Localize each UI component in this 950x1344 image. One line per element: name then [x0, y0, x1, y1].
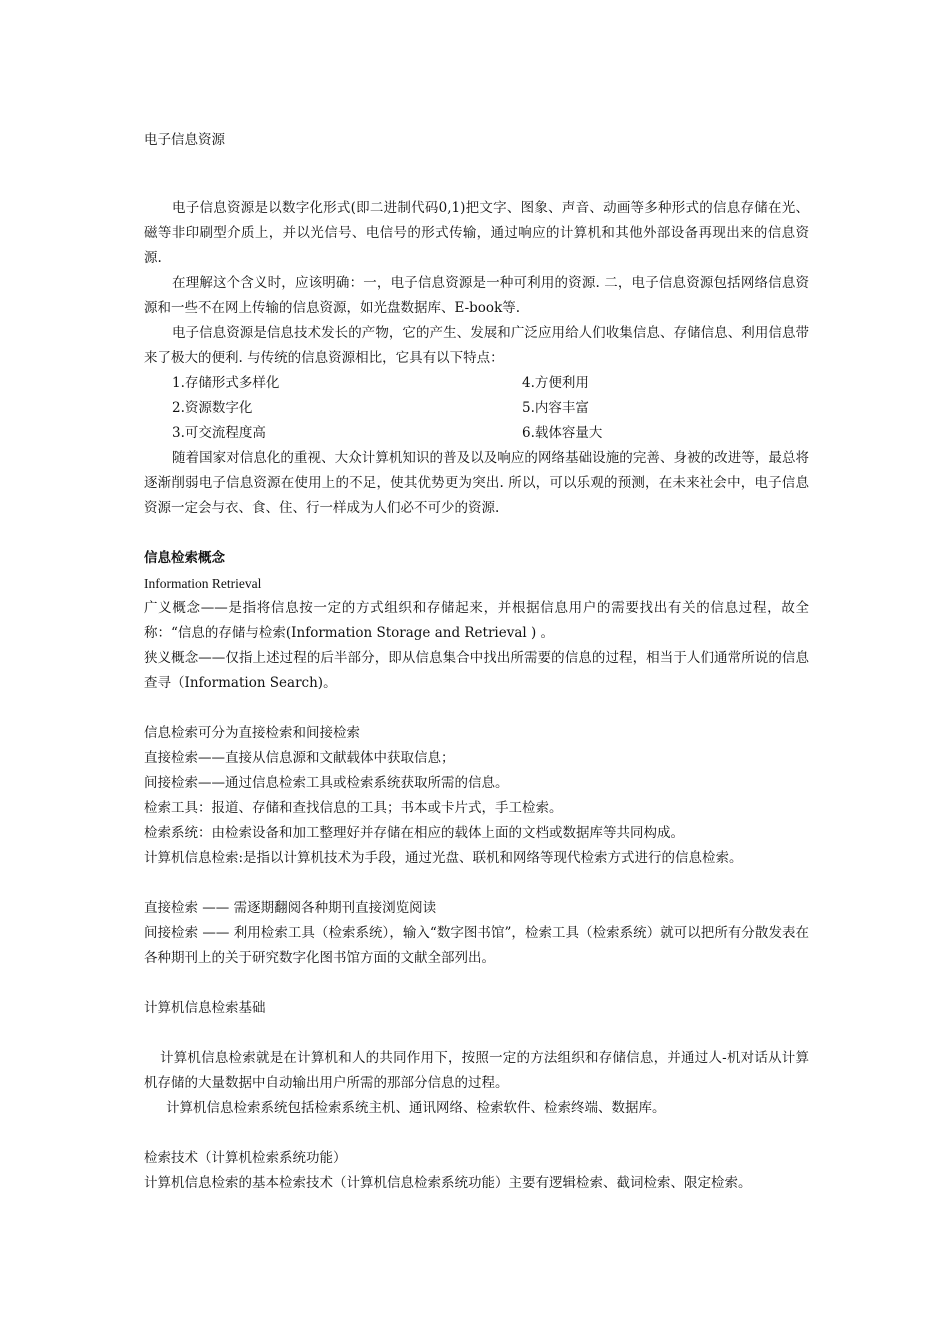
paragraph-retrieval-techniques: 计算机信息检索的基本检索技术（计算机信息检索系统功能）主要有逻辑检索、截词检索、限定检索。 — [144, 1175, 752, 1191]
feature-item: 1.存储形式多样化 — [172, 375, 280, 391]
indirect-retrieval-example: 间接检索 —— 利用检索工具（检索系统），输入“数字图书馆”，检索工具（检索系统）就可以把所有分散发表在各种期刊上的关于研究数字化图书馆方面的文献全部列出。 — [144, 925, 809, 966]
feature-item: 5.内容丰富 — [522, 400, 589, 416]
feature-item: 3.可交流程度高 — [172, 425, 266, 441]
retrieval-types-line: 直接检索——直接从信息源和文献载体中获取信息； — [144, 750, 455, 766]
paragraph-understanding: 在理解这个含义时，应该明确：一，电子信息资源是一种可利用的资源. 二，电子信息资源包括网络信息资源和一些不在网上传输的信息资源，如光盘数据库、E-book等. — [144, 275, 809, 316]
section-title-electronic-resources: 电子信息资源 — [144, 132, 225, 148]
paragraph-computer-retrieval-definition: 计算机信息检索就是在计算机和人的共同作用下，按照一定的方法组织和存储信息，并通过人-机对话从计算机存储的大量数据中自动输出用户所需的那部分信息的过程。 — [144, 1050, 809, 1091]
paragraph-characteristics-intro: 电子信息资源是信息技术发长的产物，它的产生、发展和广泛应用给人们收集信息、存储信息、利用信息带来了极大的便利. 与传统的信息资源相比，它具有以下特点： — [144, 325, 809, 366]
document-page — [144, 128, 809, 1196]
spacer — [144, 696, 809, 721]
section-title-computer-retrieval: 计算机信息检索基础 — [144, 1000, 266, 1016]
paragraph-broad-concept: 广义概念——是指将信息按一定的方式组织和存储起来，并根据信息用户的需要找出有关的信息过程，故全称：“信息的存储与检索(Information Storage and Retrieval ) 。 — [144, 600, 809, 641]
retrieval-types-line: 检索工具：报道、存储和查找信息的工具；书本或卡片式，手工检索。 — [144, 800, 563, 816]
spacer — [144, 153, 809, 178]
paragraph-computer-retrieval-components: 计算机信息检索系统包括检索系统主机、通讯网络、检索软件、检索终端、数据库。 — [166, 1100, 666, 1116]
retrieval-types-line: 检索系统：由检索设备和加工整理好并存储在相应的载体上面的文档或数据库等共同构成。 — [144, 825, 684, 841]
section-title-retrieval-concept: 信息检索概念 — [144, 550, 225, 566]
paragraph-outlook: 随着国家对信息化的重视、大众计算机知识的普及以及响应的网络基础设施的完善、身被的改进等，最总将逐渐削弱电子信息资源在使用上的不足，使其优势更为突出. 所以，可以乐观的预测，在未来社会中，电子信息资源一定会与衣、食、住、行一样成为人们必不可少的资源. — [144, 450, 809, 516]
spacer — [144, 521, 809, 546]
retrieval-types-line: 信息检索可分为直接检索和间接检索 — [144, 725, 360, 741]
spacer — [144, 971, 809, 996]
feature-item: 4.方便利用 — [522, 375, 589, 391]
paragraph-definition: 电子信息资源是以数字化形式(即二进制代码0,1)把文字、图象、声音、动画等多种形式的信息存储在光、磁等非印刷型介质上，并以光信号、电信号的形式传输，通过响应的计算机和其他外部设备再现出来的信息资源. — [144, 200, 809, 266]
section-subtitle-english: Information Retrieval — [144, 576, 262, 591]
feature-item: 2.资源数字化 — [172, 400, 253, 416]
spacer — [144, 871, 809, 896]
direct-retrieval-example: 直接检索 —— 需逐期翻阅各种期刊直接浏览阅读 — [144, 900, 437, 916]
feature-list — [144, 371, 809, 446]
retrieval-types-line: 计算机信息检索:是指以计算机技术为手段，通过光盘、联机和网络等现代检索方式进行的信息检索。 — [144, 850, 743, 866]
retrieval-types-line: 间接检索——通过信息检索工具或检索系统获取所需的信息。 — [144, 775, 509, 791]
paragraph-narrow-concept: 狭义概念——仅指上述过程的后半部分，即从信息集合中找出所需要的信息的过程，相当于人们通常所说的信息查寻（Information Search)。 — [144, 650, 809, 691]
spacer — [144, 178, 809, 196]
spacer — [144, 1021, 809, 1046]
spacer — [144, 1121, 809, 1146]
feature-item: 6.载体容量大 — [522, 425, 603, 441]
section-title-retrieval-techniques: 检索技术（计算机检索系统功能） — [144, 1150, 347, 1166]
